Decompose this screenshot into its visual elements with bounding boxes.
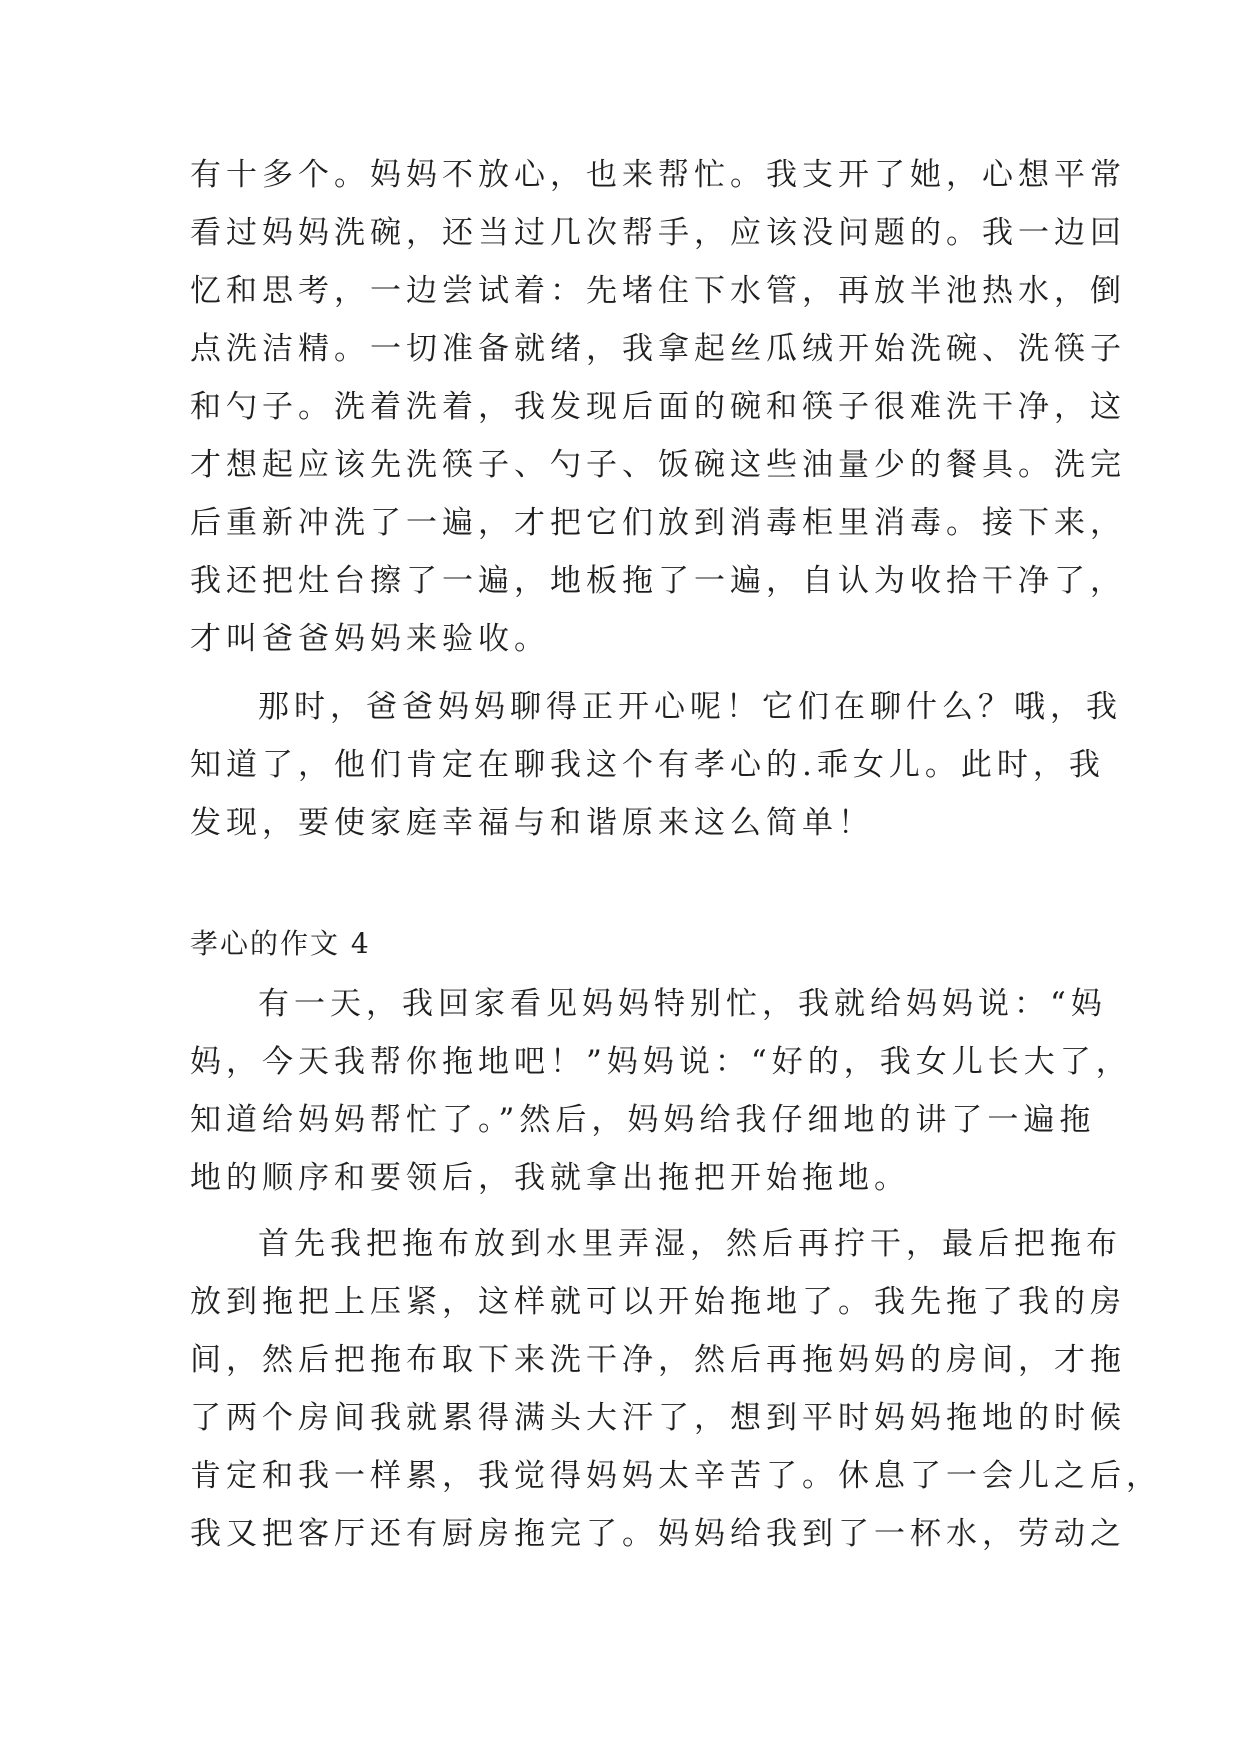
text-line: 妈，今天我帮你拖地吧！”妈妈说：“好的，我女儿长大了， [190,1044,1132,1080]
text-line: 我又把客厅还有厨房拖完了。妈妈给我到了一杯水，劳动之 [190,1516,1126,1552]
text-line: 肯定和我一样累，我觉得妈妈太辛苦了。休息了一会儿之后， [190,1458,1162,1494]
text-line: 忆和思考，一边尝试着：先堵住下水管，再放半池热水，倒 [190,273,1126,309]
text-line: 点洗洁精。一切准备就绪，我拿起丝瓜绒开始洗碗、洗筷子 [190,331,1126,367]
text-line: 放到拖把上压紧，这样就可以开始拖地了。我先拖了我的房 [190,1284,1126,1320]
paragraph-first-line: 有一天，我回家看见妈妈特别忙，我就给妈妈说：“妈 [258,986,1107,1022]
text-line: 看过妈妈洗碗，还当过几次帮手，应该没问题的。我一边回 [190,215,1126,251]
paragraph-first-line: 首先我把拖布放到水里弄湿，然后再拧干，最后把拖布 [258,1226,1122,1262]
text-line: 间，然后把拖布取下来洗干净，然后再拖妈妈的房间，才拖 [190,1342,1126,1378]
text-line: 我还把灶台擦了一遍，地板拖了一遍，自认为收拾干净了， [190,563,1126,599]
text-line: 地的顺序和要领后，我就拿出拖把开始拖地。 [190,1160,910,1196]
text-line: 才叫爸爸妈妈来验收。 [190,621,550,657]
text-line: 才想起应该先洗筷子、勺子、饭碗这些油量少的餐具。洗完 [190,447,1126,483]
text-line: 有十多个。妈妈不放心，也来帮忙。我支开了她，心想平常 [190,157,1126,193]
text-line: 了两个房间我就累得满头大汗了，想到平时妈妈拖地的时候 [190,1400,1126,1436]
paragraph-first-line: 那时，爸爸妈妈聊得正开心呢！它们在聊什么？哦，我 [258,689,1122,725]
section-heading: 孝心的作文 4 [190,927,371,960]
text-line: 后重新冲洗了一遍，才把它们放到消毒柜里消毒。接下来， [190,505,1126,541]
text-line: 发现，要使家庭幸福与和谐原来这么简单！ [190,805,874,841]
text-line: 知道给妈妈帮忙了。”然后，妈妈给我仔细地的讲了一遍拖 [190,1102,1096,1138]
text-line: 知道了，他们肯定在聊我这个有孝心的.乖女儿。此时，我 [190,747,1105,783]
text-line: 和勺子。洗着洗着，我发现后面的碗和筷子很难洗干净，这 [190,389,1126,425]
